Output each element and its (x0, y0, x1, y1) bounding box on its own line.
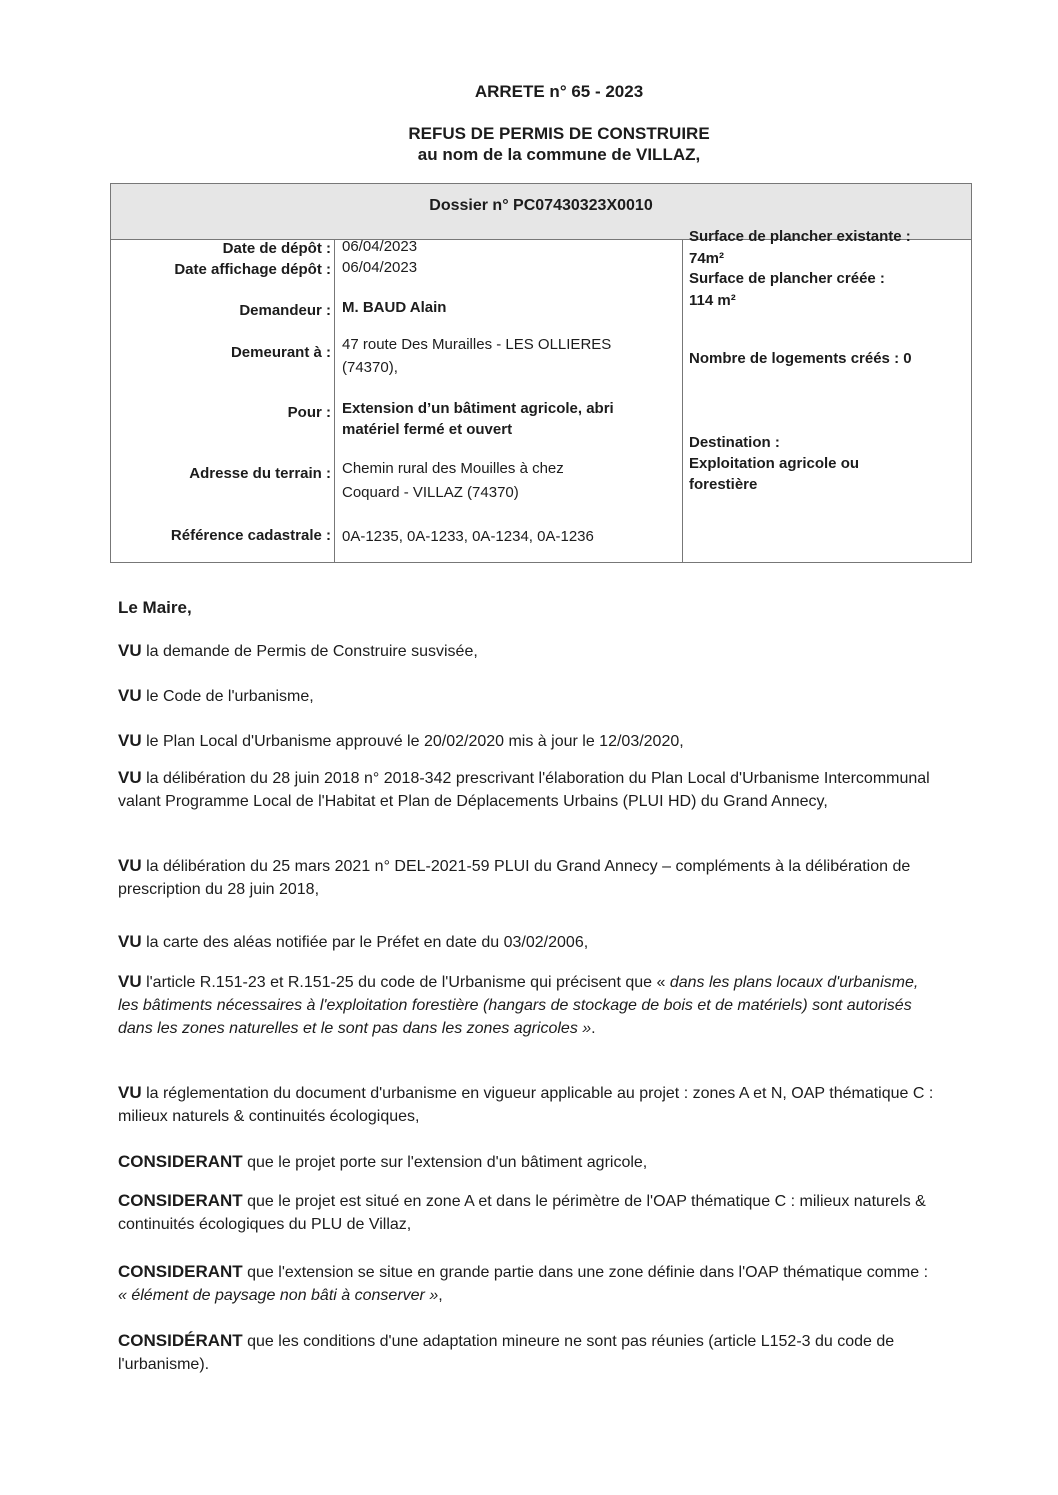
adresse-line-1: Chemin rural des Mouilles à chez (342, 460, 564, 477)
vu-paragraph: VU le Code de l'urbanisme, (118, 686, 314, 705)
demandeur-value: M. BAUD Alain (342, 299, 447, 316)
demeurant-line-2: (74370), (342, 359, 398, 376)
dossier-table (110, 183, 972, 563)
vu-paragraph: VU l'article R.151-23 et R.151-25 du code de l'Urbanisme qui précisent que « dans les plans locaux d'urbanisme, les bâtiments nécessaires à l'exploitation forestière (hangars de stockage de bois et de matériels) sont autorisés dans les zones naturelles et le sont pas dans les zones agricoles ». (118, 972, 919, 1037)
demeurant-label: Demeurant à : (230, 344, 331, 361)
column-divider (682, 240, 683, 562)
vu-paragraph: VU le Plan Local d'Urbanisme approuvé le 20/02/2020 mis à jour le 12/03/2020, (118, 731, 684, 750)
vu-paragraph: VU la délibération du 25 mars 2021 n° DEL-2021-59 PLUI du Grand Annecy – compléments à la délibération de prescription du 28 juin 2018, (118, 856, 911, 898)
document-title: REFUS DE PERMIS DE CONSTRUIRE (408, 124, 710, 143)
date-depot-label: Date de dépôt : (222, 240, 331, 257)
pour-line-2: matériel fermé et ouvert (342, 421, 513, 438)
adresse-label: Adresse du terrain : (189, 465, 331, 482)
date-affichage-value: 06/04/2023 (342, 259, 418, 276)
cadastre-value: 0A-1235, 0A-1233, 0A-1234, 0A-1236 (342, 528, 594, 545)
document-subtitle: au nom de la commune de VILLAZ, (417, 145, 701, 164)
surface-existante-label: Surface de plancher existante : (689, 228, 911, 245)
vu-paragraph: VU la carte des aléas notifiée par le Préfet en date du 03/02/2006, (118, 932, 589, 951)
surface-existante-value: 74m² (689, 250, 725, 267)
demeurant-line-1: 47 route Des Murailles - LES OLLIERES (342, 336, 612, 353)
pour-line-1: Extension d’un bâtiment agricole, abri (342, 400, 614, 417)
adresse-line-2: Coquard - VILLAZ (74370) (342, 484, 519, 501)
destination-line-2: forestière (689, 476, 758, 493)
demandeur-label: Demandeur : (239, 302, 331, 319)
surface-creee-label: Surface de plancher créée : (689, 270, 885, 287)
logements-crees: Nombre de logements créés : 0 (689, 350, 912, 367)
date-affichage-label: Date affichage dépôt : (174, 261, 331, 278)
date-depot-value: 06/04/2023 (342, 238, 418, 255)
pour-label: Pour : (287, 404, 331, 421)
column-divider (334, 240, 335, 562)
maire-heading: Le Maire, (118, 598, 192, 617)
considerant-paragraph: CONSIDERANT que le projet porte sur l'extension d'un bâtiment agricole, (118, 1152, 648, 1171)
considerant-paragraph: CONSIDERANT que le projet est situé en zone A et dans le périmètre de l'OAP thématique C : milieux naturels & continuités écologiques du PLU de Villaz, (118, 1191, 926, 1233)
vu-paragraph: VU la demande de Permis de Construire susvisée, (118, 641, 478, 660)
surface-creee-value: 114 m² (689, 292, 736, 309)
considerant-paragraph: CONSIDERANT que l'extension se situe en grande partie dans une zone définie dans l'OAP thématique comme : « élément de paysage non bâti à conserver », (118, 1262, 929, 1304)
cadastre-label: Référence cadastrale : (170, 527, 331, 544)
vu-paragraph: VU la délibération du 28 juin 2018 n° 2018-342 prescrivant l'élaboration du Plan Local d'Urbanisme Intercommunal valant Programme Local de l'Habitat et Plan de Déplacements Urbains (PLUI HD) du Grand Annecy, (118, 768, 930, 810)
dossier-number: Dossier n° PC07430323X0010 (111, 184, 971, 240)
considerant-paragraph: CONSIDÉRANT que les conditions d'une adaptation mineure ne sont pas réunies (article L152-3 du code de l'urbanisme). (118, 1331, 895, 1373)
destination-label: Destination : (689, 434, 780, 451)
vu-paragraph: VU la réglementation du document d'urbanisme en vigueur applicable au projet : zones A et N, OAP thématique C : milieux naturels & continuités écologiques, (118, 1083, 934, 1125)
arrete-number: ARRETE n° 65 - 2023 (474, 82, 644, 101)
destination-line-1: Exploitation agricole ou (689, 455, 860, 472)
